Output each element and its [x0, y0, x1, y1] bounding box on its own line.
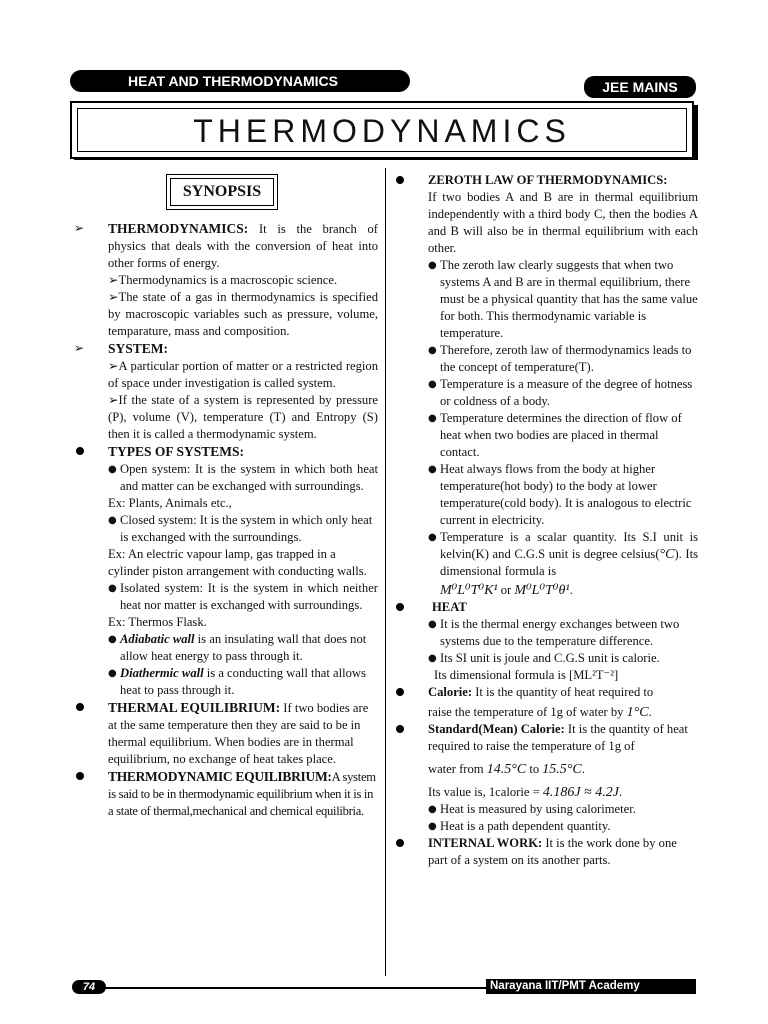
heat-entry	[392, 599, 698, 684]
zeroth-point-2	[392, 342, 698, 376]
thermal-equilibrium-text: If two bodies are at the same temperature then they are said to be in thermal equilibrium. When bodies are in thermal equilibrium, no exchange of heat takes place.	[108, 701, 369, 766]
range-stop: .	[581, 762, 585, 776]
publisher-label: Narayana IIT/PMT Academy	[486, 979, 696, 994]
zeroth-point-3	[392, 376, 698, 410]
celsius-unit: °C	[659, 547, 675, 562]
calorie-text: It is the quantity of heat required to	[472, 685, 654, 699]
calorie-line-2	[428, 704, 698, 721]
heat-point-2	[428, 650, 698, 667]
zeroth-point-3-text: Temperature is a measure of the degree of hotness or coldness of a body.	[440, 377, 693, 408]
small-bullet-icon: ●	[428, 804, 437, 815]
standard-calorie-entry	[392, 721, 698, 835]
heat-point-1	[428, 616, 698, 650]
heat-point-2-text: Its SI unit is joule and C.G.S unit is calorie.	[440, 651, 660, 665]
isolated-system-example: Ex: Thermos Flask.	[108, 615, 207, 629]
thermodynamics-point-3: ➢The state of a gas in thermodynamics is specified by macroscopic variables such as pressure, volume, temparature, mass and composition.	[108, 290, 378, 338]
small-bullet-icon: ●	[108, 515, 117, 526]
measurement-point-1-text: Heat is measured by using calorimeter.	[440, 802, 636, 816]
system-entry	[72, 340, 378, 443]
calorie-unit: 1°C	[626, 705, 649, 720]
term-internal-work: INTERNAL WORK:	[428, 836, 543, 850]
types-of-systems-entry	[72, 443, 378, 699]
small-bullet-icon: ●	[108, 464, 117, 475]
term-standard-calorie: Standard(Mean) Calorie:	[428, 722, 565, 736]
zeroth-law-definition: If two bodies A and B are in thermal equilibrium independently with a third body C, then the bodies A and B will also be in thermal equilibrium with each other.	[428, 190, 698, 255]
small-bullet-icon: ●	[428, 379, 437, 390]
title-box	[70, 101, 694, 159]
dim-or: or	[497, 583, 515, 597]
measurement-point-2-text: Heat is a path dependent quantity.	[440, 819, 611, 833]
closed-system-text: Closed system: It is the system in which only heat is exchanged with the surroundings.	[120, 513, 373, 544]
thermal-equilibrium-entry	[72, 699, 378, 768]
term-zeroth-law: ZEROTH LAW OF THERMODYNAMICS:	[428, 173, 668, 187]
thermodynamics-point-2: ➢Thermodynamics is a macroscopic science.	[108, 273, 338, 287]
calorie-value-end: .	[618, 785, 623, 799]
range-start: 14.5°C	[486, 762, 527, 777]
closed-system-item	[108, 512, 378, 546]
zeroth-point-6	[392, 529, 698, 599]
system-point-1: ➢A particular portion of matter or a restricted region of space under investigation is called system.	[108, 359, 378, 390]
small-bullet-icon: ●	[428, 821, 437, 832]
term-thermodynamic-equilibrium: THERMODYNAMIC EQUILIBRIUM:	[108, 769, 332, 784]
arrow-bullet-icon: ➢	[74, 341, 85, 355]
small-bullet-icon: ●	[108, 634, 117, 645]
column-divider	[385, 168, 386, 976]
range-end: 15.5°C	[542, 762, 582, 777]
small-bullet-icon: ●	[428, 619, 437, 630]
term-calorie: Calorie:	[428, 685, 473, 699]
thermodynamics-entry	[72, 220, 378, 340]
dim-formula-theta: M⁰L⁰T⁰θ¹	[514, 583, 570, 598]
thermodynamic-equilibrium-entry	[72, 768, 378, 820]
term-types-of-systems: TYPES OF SYSTEMS:	[108, 444, 245, 459]
measurement-point-2	[428, 818, 698, 835]
calorie-value-expression: 4.186J ≈ 4.2J	[542, 785, 619, 800]
term-thermodynamics: THERMODYNAMICS:	[108, 221, 249, 236]
term-adiabatic-wall: Adiabatic wall	[120, 632, 195, 646]
term-diathermic-wall: Diathermic wall	[120, 666, 204, 680]
arrow-bullet-icon: ➢	[74, 221, 85, 235]
title-shadow-side	[694, 105, 698, 160]
zeroth-law-entry	[392, 172, 698, 257]
synopsis-box	[166, 174, 278, 210]
dimensional-formula	[440, 582, 698, 599]
small-bullet-icon: ●	[428, 260, 437, 271]
internal-work-text: It is the work done by one part of a system on its another parts.	[428, 836, 677, 867]
right-column	[392, 172, 698, 869]
internal-work-entry	[392, 835, 698, 869]
thermodynamics-definition: It is the branch of physics that deals with the conversion of heat into other forms of energy.	[108, 222, 378, 270]
zeroth-point-2-text: Therefore, zeroth law of thermodynamics leads to the concept of temperature(T).	[440, 343, 692, 374]
term-system: SYSTEM:	[108, 341, 169, 356]
measurement-point-1	[428, 801, 698, 818]
system-point-2: ➢If the state of a system is represented by pressure (P), volume (V), temperature (T) and Entropy (S) then it is called a thermodynamic system.	[108, 393, 378, 441]
thermodynamic-equilibrium-text: A system is said to be in thermodynamic equilibrium when it is in a state of thermal,mechanical and chemical equilibria.	[108, 770, 376, 818]
zeroth-point-5	[392, 461, 698, 529]
dim-formula-kelvin: M⁰L⁰T⁰K¹	[440, 583, 498, 598]
page-number: 74	[72, 980, 106, 994]
isolated-system-item	[108, 580, 378, 614]
zeroth-point-6-tail: ). Its dimensional formula is	[440, 547, 698, 578]
small-bullet-icon: ●	[428, 345, 437, 356]
zeroth-point-1	[392, 257, 698, 342]
range-to-label: to	[526, 762, 543, 776]
adiabatic-wall-text: is an insulating wall that does not allow heat energy to pass through it.	[120, 632, 367, 663]
calorie-text-2: raise the temperature of 1g of water by	[428, 705, 627, 719]
isolated-system-text: Isolated system: It is the system in which neither heat nor matter is exchanged with surroundings.	[120, 581, 378, 612]
small-bullet-icon: ●	[428, 532, 437, 543]
calorie-end: .	[648, 705, 652, 719]
zeroth-point-4-text: Temperature determines the direction of flow of heat when two bodies are placed in thermal contact.	[440, 411, 682, 459]
diathermic-wall-item	[108, 665, 378, 699]
zeroth-point-4	[392, 410, 698, 461]
term-heat: HEAT	[432, 600, 467, 614]
open-system-example: Ex: Plants, Animals etc.,	[108, 496, 232, 510]
small-bullet-icon: ●	[428, 653, 437, 664]
exam-tag: JEE MAINS	[584, 76, 696, 98]
calorie-value	[428, 784, 698, 801]
standard-calorie-text: It is the quantity of heat required to raise the temperature of 1g of	[428, 722, 688, 753]
zeroth-law-points	[392, 257, 698, 599]
zeroth-point-1-text: The zeroth law clearly suggests that when two systems A and B are in thermal equilibrium, there must be a physical quantity that has the same value for both. This thermodynamic variable is temperature.	[440, 258, 698, 340]
standard-calorie-range	[428, 761, 698, 778]
small-bullet-icon: ●	[108, 583, 117, 594]
small-bullet-icon: ●	[108, 668, 117, 679]
range-from-label: water from	[428, 762, 487, 776]
heat-point-1-text: It is the thermal energy exchanges between two systems due to the temperature difference.	[440, 617, 680, 648]
open-system-text: Open system: It is the system in which both heat and matter can be exchanged with surroundings.	[120, 462, 378, 493]
synopsis-label: SYNOPSIS	[170, 178, 274, 206]
small-bullet-icon: ●	[428, 413, 437, 424]
page-title: THERMODYNAMICS	[77, 108, 687, 152]
adiabatic-wall-item	[108, 631, 378, 665]
zeroth-point-6-text: Temperature is a scalar quantity. Its S.I unit is kelvin(K) and C.G.S unit is degree celsius(	[440, 530, 698, 561]
calorie-value-label: Its value is, 1calorie =	[428, 785, 543, 799]
dim-end: .	[569, 583, 573, 597]
diathermic-wall-text: is a conducting wall that allows heat to pass through it.	[120, 666, 366, 697]
term-thermal-equilibrium: THERMAL EQUILIBRIUM:	[108, 700, 281, 715]
left-column	[72, 220, 378, 820]
heat-dimensional-formula: Its dimensional formula is [ML²T⁻²]	[434, 668, 619, 682]
closed-system-example: Ex: An electric vapour lamp, gas trapped in a cylinder piston arrangement with conducting walls.	[108, 547, 367, 578]
open-system-item	[108, 461, 378, 495]
zeroth-point-5-text: Heat always flows from the body at higher temperature(hot body) to the body at lower temperature(cold body). It is analogous to electric current in electricity.	[440, 462, 692, 527]
small-bullet-icon: ●	[428, 464, 437, 475]
chapter-header: HEAT AND THERMODYNAMICS	[70, 70, 410, 92]
calorie-entry	[392, 684, 698, 721]
